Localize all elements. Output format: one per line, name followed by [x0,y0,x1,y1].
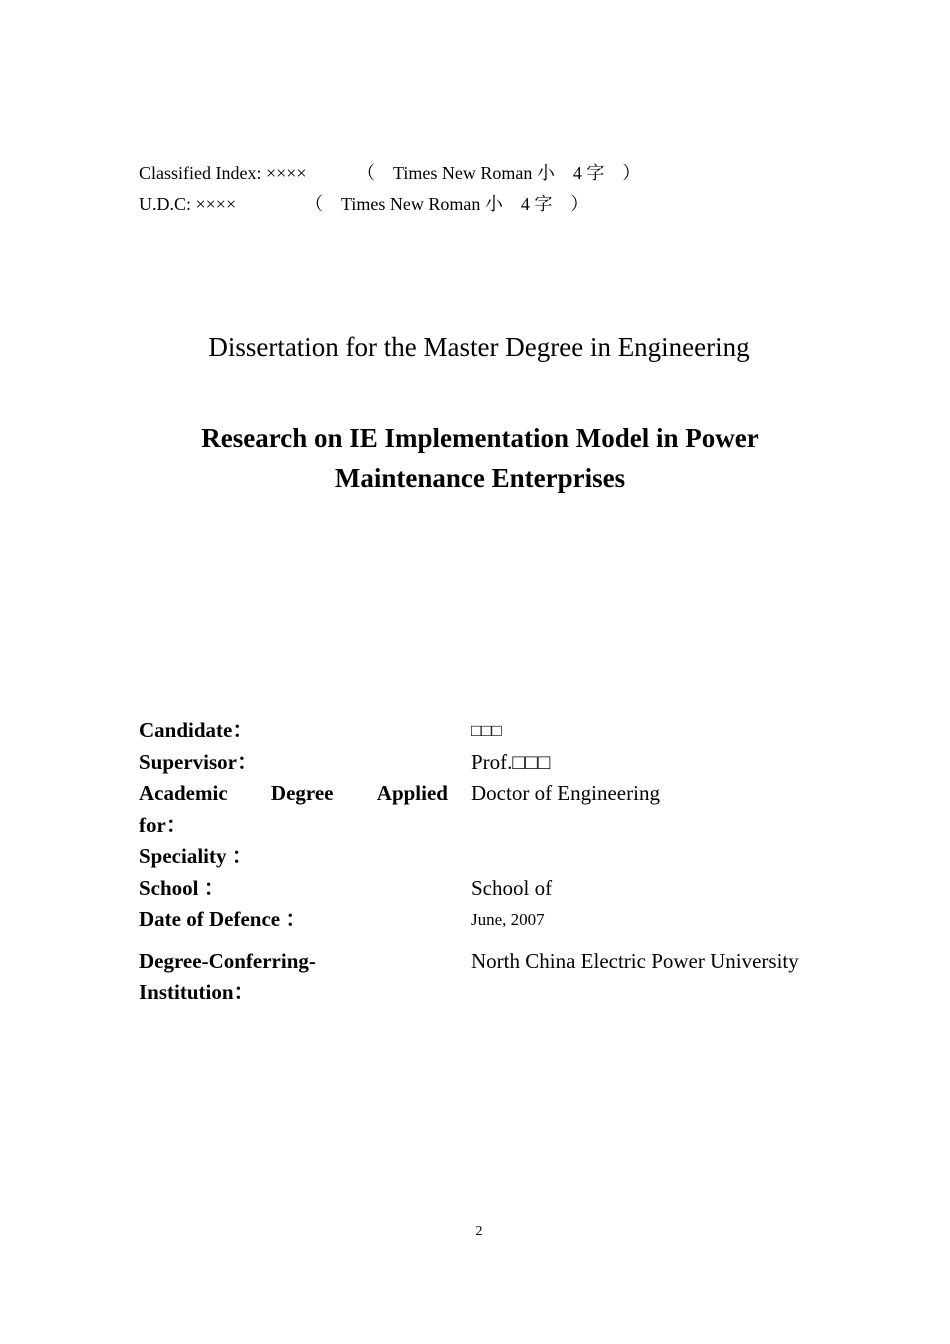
degree-heading: Dissertation for the Master Degree in Engineering [208,332,750,362]
candidate-value: □□□ [471,721,502,740]
school-value: School of [471,875,553,900]
date-of-defence-value: June, 2007 [471,910,545,929]
supervisor-value: Prof.□□□ [471,749,551,774]
academic-degree-label-line-2: for： [139,812,187,837]
academic-degree-row [139,778,839,841]
institution-row [139,946,839,1009]
institution-label-line-1: Degree-Conferring- [139,948,316,973]
date-of-defence-label: Date of Defence ： [139,907,307,931]
info-table [139,715,839,1009]
title-line-2: Maintenance Enterprises [334,463,626,493]
page-number: 2 [475,1224,483,1239]
speciality-label: Speciality ： [139,844,253,868]
academic-degree-word-3: Applied [376,781,448,805]
supervisor-label: Supervisor： [139,749,259,774]
classified-index-label: Classified Index: ×××× [139,163,307,183]
udc-label: U.D.C: ×××× [139,194,237,214]
udc-note: （ Times New Roman 小 4 字 ） [305,194,589,214]
school-row [139,873,839,905]
udc-line [139,193,589,215]
academic-degree-label [139,778,448,841]
institution-label-line-2: Institution： [139,980,255,1004]
supervisor-row [139,747,839,779]
academic-degree-word-1: Academic [139,781,228,805]
classified-index-line [139,162,641,184]
classified-index-note: （ Times New Roman 小 4 字 ） [357,163,641,183]
academic-degree-value: Doctor of Engineering [471,781,660,805]
institution-label [139,946,448,1009]
institution-value: North China Electric Power University [471,948,799,973]
speciality-row [139,841,839,873]
dissertation-title [160,418,800,498]
academic-degree-word-2: Degree [270,781,334,805]
date-of-defence-row [139,904,839,936]
candidate-label: Candidate： [139,718,254,742]
title-line-1: Research on IE Implementation Model in Power [201,423,759,453]
school-label: School ： [139,875,225,900]
candidate-row [139,715,839,747]
